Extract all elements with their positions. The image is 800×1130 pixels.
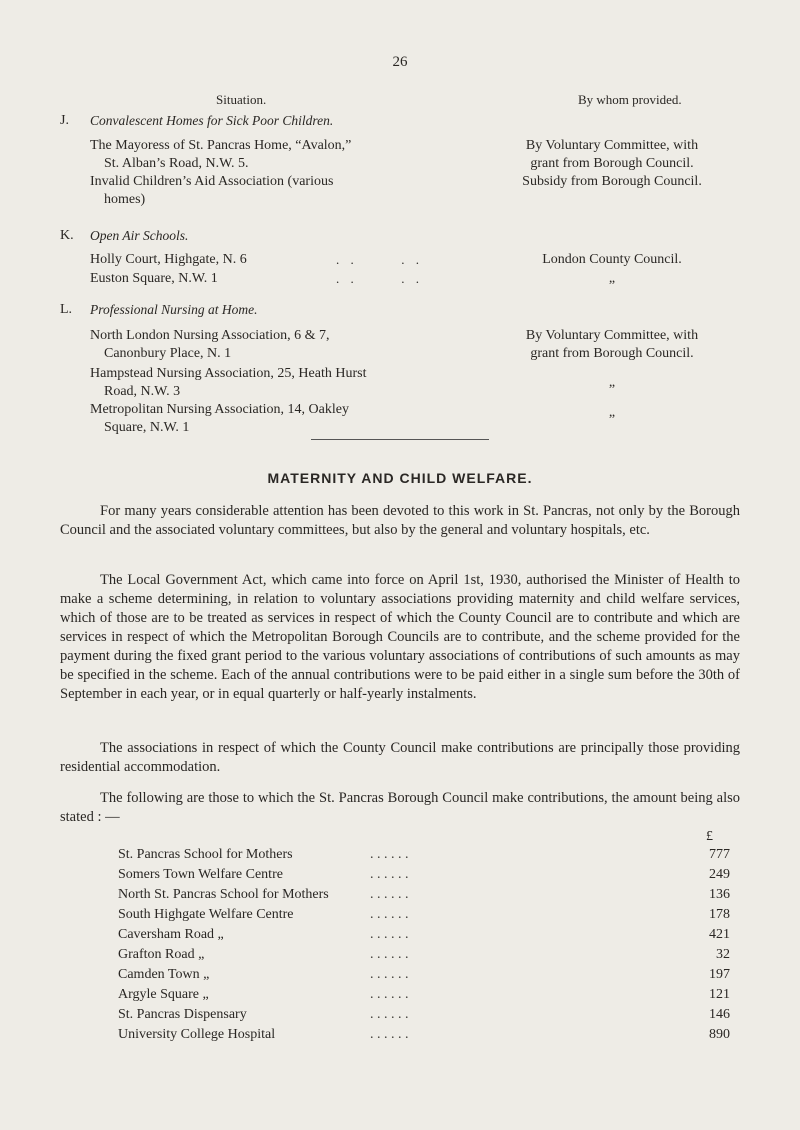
entry-line: Metropolitan Nursing Association, 14, Oakley: [90, 402, 349, 417]
table-row: [118, 887, 730, 905]
provider-line: grant from Borough Council.: [530, 156, 694, 171]
row-amount: 197: [709, 967, 730, 982]
row-amount: 178: [709, 907, 730, 922]
section-l-provider-3: „: [608, 405, 616, 420]
currency-header: £: [706, 829, 713, 844]
row-amount: 32: [716, 947, 730, 962]
leader-dots: . . . .: [336, 271, 423, 286]
row-amount: 421: [709, 927, 730, 942]
section-j-provider-1: [462, 137, 762, 173]
section-k-entry-2: Euston Square, N.W. 1: [90, 271, 218, 286]
row-name: Camden Town „: [118, 967, 210, 982]
section-l-title: Professional Nursing at Home.: [90, 302, 258, 317]
leader-dots: . . . . . .: [370, 847, 409, 862]
section-k-entry-1: Holly Court, Highgate, N. 6: [90, 252, 247, 267]
page-number: 26: [392, 54, 408, 70]
row-name: Argyle Square „: [118, 987, 209, 1002]
leader-dots: . . . . . .: [370, 947, 409, 962]
leader-dots: . . . . . .: [370, 987, 409, 1002]
section-l-entry-3: [90, 401, 349, 437]
entry-line: The Mayoress of St. Pancras Home, “Avalon,”: [90, 138, 352, 153]
section-l-letter: L.: [60, 302, 73, 317]
section-k-provider-1: London County Council.: [542, 252, 682, 267]
row-amount: 136: [709, 887, 730, 902]
row-amount: 777: [709, 847, 730, 862]
section-k-letter: K.: [60, 228, 74, 243]
row-name: University College Hospital: [118, 1027, 276, 1042]
leader-dots: . . . . . .: [370, 907, 409, 922]
paragraph-text: The following are those to which the St. Pancras Borough Council make contributions, the amount being also stated : —: [60, 790, 740, 825]
section-l-entry-1: [90, 327, 330, 363]
section-k-provider-2: „: [608, 271, 616, 286]
section-divider: [311, 439, 489, 440]
provider-line: grant from Borough Council.: [530, 346, 694, 361]
paragraph-text: For many years considerable attention has been devoted to this work in St. Pancras, not only by the Borough Council and the associated voluntary committees, but also by the general and voluntary hospitals, etc.: [60, 503, 740, 538]
section-j-title: Convalescent Homes for Sick Poor Children.: [90, 113, 334, 128]
paragraph-3: [60, 739, 740, 777]
row-name: St. Pancras School for Mothers: [118, 847, 293, 862]
table-row: [118, 927, 730, 945]
entry-line: North London Nursing Association, 6 & 7,: [90, 328, 330, 343]
paragraph-1: [60, 502, 740, 540]
leader-dots: . . . . . .: [370, 867, 409, 882]
section-heading: MATERNITY AND CHILD WELFARE.: [267, 470, 533, 486]
entry-line: Canonbury Place, N. 1: [104, 346, 232, 361]
entry-line: St. Alban’s Road, N.W. 5.: [104, 156, 249, 171]
row-amount: 121: [709, 987, 730, 1002]
section-j-provider-2: Subsidy from Borough Council.: [522, 174, 702, 189]
row-name: Grafton Road „: [118, 947, 205, 962]
entry-line: homes): [104, 192, 146, 207]
section-k-title: Open Air Schools.: [90, 228, 189, 243]
table-row: [118, 847, 730, 865]
entry-line: Invalid Children’s Aid Association (various: [90, 174, 334, 189]
table-row: [118, 987, 730, 1005]
section-l-provider-2: „: [608, 375, 616, 390]
section-j-letter: J.: [60, 113, 69, 128]
section-l-entry-2: [90, 365, 366, 401]
column-header-provided: By whom provided.: [578, 92, 682, 107]
paragraph-4: [60, 789, 740, 827]
row-name: South Highgate Welfare Centre: [118, 907, 294, 922]
paragraph-text: The Local Government Act, which came into force on April 1st, 1930, authorised the Minister of Health to make a scheme determining, in relation to voluntary associations providing maternity and child welfare services, which of those are to be treated as services in respect of which the County Council are to contribute and which are services in respect of which the Metropolitan Borough Councils are to contribute, and the scheme provided for the payment during the fixed grant period to the various voluntary associations of contributions of such amounts as may be specified in the scheme. Each of the annual contributions were to be paid either in a single sum before the 30th of September in each year, or in equal quarterly or half-yearly instalments.: [60, 572, 740, 702]
section-j-entry-1: [90, 137, 351, 173]
table-row: [118, 867, 730, 885]
table-row: [118, 1027, 730, 1045]
row-name: Somers Town Welfare Centre: [118, 867, 283, 882]
row-amount: 890: [709, 1027, 730, 1042]
row-name: Caversham Road „: [118, 927, 224, 942]
table-row: [118, 907, 730, 925]
provider-line: By Voluntary Committee, with: [525, 328, 699, 343]
entry-line: Hampstead Nursing Association, 25, Heath Hurst: [90, 366, 367, 381]
row-amount: 249: [709, 867, 730, 882]
table-row: [118, 947, 730, 965]
paragraph-text: The associations in respect of which the County Council make contributions are principally those providing residential accommodation.: [60, 740, 740, 775]
entry-line: Road, N.W. 3: [104, 384, 181, 399]
table-row: [118, 967, 730, 985]
table-row: [118, 1007, 730, 1025]
leader-dots: . . . . . .: [370, 1027, 409, 1042]
leader-dots: . . . . . .: [370, 1007, 409, 1022]
row-name: St. Pancras Dispensary: [118, 1007, 247, 1022]
leader-dots: . . . . . .: [370, 967, 409, 982]
leader-dots: . . . .: [336, 252, 423, 267]
row-name: North St. Pancras School for Mothers: [118, 887, 329, 902]
section-l-provider-1: [462, 327, 762, 363]
section-j-entry-2: [90, 173, 333, 209]
provider-line: By Voluntary Committee, with: [525, 138, 699, 153]
leader-dots: . . . . . .: [370, 887, 409, 902]
row-amount: 146: [709, 1007, 730, 1022]
paragraph-2: [60, 571, 740, 704]
column-header-situation: Situation.: [216, 92, 267, 107]
entry-line: Square, N.W. 1: [104, 420, 190, 435]
leader-dots: . . . . . .: [370, 927, 409, 942]
